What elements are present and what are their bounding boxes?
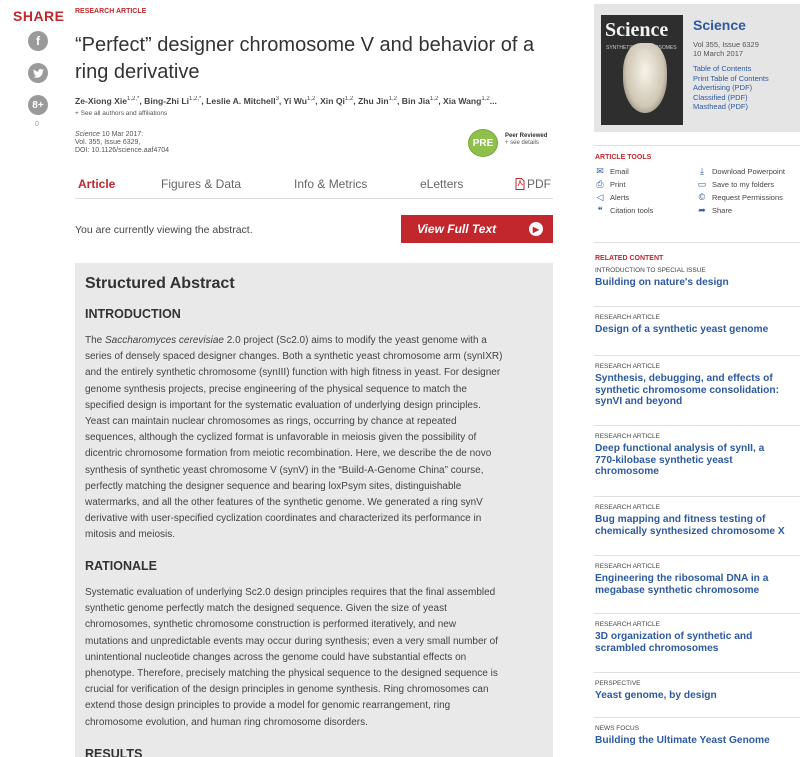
envelope-icon: ✉ (596, 165, 604, 176)
structured-abstract (75, 263, 553, 757)
classified-pdf-link[interactable]: Classified (PDF) (693, 92, 748, 102)
tab-figures-data[interactable]: Figures & Data (161, 177, 242, 191)
download-icon: ⤓ (700, 165, 704, 176)
divider (594, 242, 800, 243)
download-powerpoint-tool[interactable]: ⤓ Download Powerpoint (697, 166, 785, 176)
pre-badge-icon[interactable]: PRE (468, 129, 498, 157)
related-item-type: RESEARCH ARTICLE (595, 563, 660, 570)
related-item-type: NEWS FOCUS (595, 725, 640, 732)
divider (594, 717, 800, 718)
print-toc-link[interactable]: Print Table of Contents (693, 73, 769, 83)
related-item-type: PERSPECTIVE (595, 680, 641, 687)
table-of-contents-link[interactable]: Table of Contents (693, 64, 752, 73)
save-folders-tool[interactable]: ▭ Save to my folders (697, 178, 775, 189)
cover-subtitle: SYNTHETIC CHROMOSOMES (606, 45, 677, 51)
cover-image (623, 43, 667, 113)
share-icon: ➦ (698, 204, 706, 215)
divider (594, 613, 800, 614)
tab-eletters[interactable]: eLetters (420, 177, 464, 191)
related-item-link[interactable]: Building on nature's design (595, 277, 729, 288)
author-link[interactable]: Bin Jia$^{1,2}$ (401, 96, 439, 106)
related-item-link[interactable]: 3D organization of synthetic and scrambled chromosomes (595, 631, 753, 654)
journal-cover[interactable] (601, 15, 683, 125)
issue-links (693, 64, 769, 112)
article-type: RESEARCH ARTICLE (75, 8, 147, 15)
quote-icon: ❝ (597, 204, 603, 215)
tab-pdf-label: PDF (527, 177, 551, 191)
introduction-text: The Saccharomyces cerevisiae 2.0 project (Sc2.0) aims to modify the yeast genome with a series of densely spaced designer changes. Both a synthetic yeast chromosome arm (synIXR) and the entirely synthetic chromosome (synIII) function with high fitness in yeast. For designer genome synthesis projects, precise engineering of the physical sequence to match the specified design is important for the systematic evaluation of underlying design principles. Yeast can maintain nuclear chromosomes as rings, occurring by chance at repeated sequences, although the cyclized format is unfavorable in meiosis given the possibility of dicentric chromosome formation from meiotic recombination. Here, we describe the de novo synthesis of synthetic yeast chromosome V (synV) in the “Build-A-Genome China” course, perfectly matching the designer sequence and bearing loxPsym sites, distinguishable watermarks, and all the other features of the synthetic genome. We generated a ring synV derivative with user-specified cyclization coordinates and characterized its performance in mitosis and meiosis. (85, 335, 503, 541)
related-item-type: RESEARCH ARTICLE (595, 433, 660, 440)
tab-pdf[interactable] (515, 177, 551, 191)
alerts-tool[interactable]: ◁ Alerts (596, 191, 630, 202)
view-full-text-button[interactable] (401, 215, 553, 243)
twitter-icon[interactable] (28, 63, 48, 83)
play-arrow-icon: ▶ (529, 222, 543, 236)
cover-masthead: Science (605, 19, 669, 41)
author-link[interactable]: Bing-Zhi $Li^{1,2,*}$ (144, 96, 202, 106)
issue-info: Vol 355, Issue 6329 10 March 2017 (693, 40, 759, 58)
tab-info-metrics[interactable]: Info & Metrics (294, 177, 368, 191)
author-list: Ze-Xiong Xie$^{1,2,*}$, Bing-Zhi $Li^{1,2,*}$, Leslie A. Mitchell$^3$, Yi Wu$^{1,2}$, Xin Qi$^{1,2}$, Zhu Jin$^{1,2}$, Bin Jia$^{1,2}$, Xia Wang$^{1,2}$... (75, 96, 497, 106)
divider (594, 496, 800, 497)
related-content-heading: RELATED CONTENT (595, 255, 664, 262)
share-count: 0 (35, 121, 39, 128)
rationale-heading: RATIONALE (85, 559, 157, 573)
results-heading: RESULTS (85, 747, 143, 757)
print-tool[interactable]: ⎙ Print (596, 178, 626, 189)
related-item-type: RESEARCH ARTICLE (595, 621, 660, 628)
related-item-type: RESEARCH ARTICLE (595, 314, 660, 321)
google-plus-icon[interactable]: 8+ (28, 95, 48, 115)
advertising-pdf-link[interactable]: Advertising (PDF) (693, 83, 753, 92)
article-title: “Perfect” designer chromosome V and behavior of a ring derivative (75, 34, 535, 83)
divider (594, 355, 800, 356)
megaphone-icon: ◁ (596, 191, 604, 202)
related-item-type: INTRODUCTION TO SPECIAL ISSUE (595, 267, 706, 274)
abstract-heading: Structured Abstract (85, 275, 235, 292)
related-item-link[interactable]: Deep functional analysis of synII, a 770-kilobase synthetic yeast chromosome (595, 443, 765, 477)
related-item-type: RESEARCH ARTICLE (595, 504, 660, 511)
see-all-authors-link[interactable]: + See all authors and affiliations (75, 110, 168, 117)
related-item-link[interactable]: Synthesis, debugging, and effects of synthetic chromosome consolidation: synVI and beyond (595, 373, 779, 407)
author-link[interactable]: Xia Wang$^{1,2}$ (443, 96, 490, 106)
view-full-text-label: View Full Text (417, 222, 497, 236)
related-item-link[interactable]: Engineering the ribosomal DNA in a megabase synthetic chromosome (595, 573, 769, 596)
related-item-link[interactable]: Design of a synthetic yeast genome (595, 324, 769, 335)
divider (594, 145, 800, 146)
peer-reviewed-label[interactable]: Peer Reviewed + see details (505, 133, 548, 146)
viewing-notice: You are currently viewing the abstract. (75, 224, 253, 236)
facebook-icon[interactable]: f (28, 31, 48, 51)
related-item-type: RESEARCH ARTICLE (595, 363, 660, 370)
rationale-text: Systematic evaluation of underlying Sc2.0 design principles requires that the final assembled synthetic genome perfectly match the designed sequence. Given the size of yeast chromosomes, synthetic chromosome construction is performed iteratively, and new mutations and unpredictable events may occur during synthesis; even a very small number of unintentional nucleotide changes across the genome could have substantial effects on phenotype. Therefore, precisely matching the physical sequence to the designed sequence is crucial for verification of the design principles in genome synthesis. Ring chromosomes can extend those design principles to provide a model for genomic rearrangement, ring chromosome evolution, and human ring chromosome disorders. (85, 587, 498, 728)
citation-block: Science 10 Mar 2017: Vol. 355, Issue 6329, DOI: 10.1126/science.aaf4704 (75, 131, 170, 154)
article-tools-heading: ARTICLE TOOLS (595, 154, 652, 161)
divider (594, 306, 800, 307)
request-permissions-tool[interactable]: © Request Permissions (698, 192, 783, 202)
copyright-icon: © (698, 192, 706, 202)
divider (594, 555, 800, 556)
author-link[interactable]: Zhu Jin$^{1,2}$ (358, 96, 397, 106)
author-link[interactable]: Yi Wu$^{1,2}$ (283, 96, 316, 106)
divider (594, 425, 800, 426)
share-label: SHARE (13, 8, 65, 24)
folder-icon: ▭ (697, 178, 707, 189)
author-link[interactable]: Ze-Xiong Xie$^{1,2,*}$ (75, 96, 140, 106)
email-tool[interactable]: ✉ Email (596, 165, 629, 176)
related-item-link[interactable]: Building the Ultimate Yeast Genome (595, 735, 770, 746)
share-tool[interactable]: ➦ Share (698, 204, 733, 215)
citation-tools[interactable]: ❝ Citation tools (595, 205, 653, 215)
masthead-pdf-link[interactable]: Masthead (PDF) (693, 102, 749, 111)
author-link[interactable]: Leslie A. Mitchell$^3$ (206, 96, 279, 106)
divider (594, 672, 800, 673)
author-link[interactable]: Xin Qi$^{1,2}$ (320, 96, 354, 106)
journal-title[interactable]: Science (693, 17, 746, 33)
printer-icon: ⎙ (596, 178, 604, 189)
related-item-link[interactable]: Yeast genome, by design (595, 690, 717, 701)
article-tabs (75, 172, 553, 199)
pdf-icon (515, 178, 525, 190)
tab-article[interactable]: Article (78, 177, 116, 191)
related-item-link[interactable]: Bug mapping and fitness testing of chemically synthesized chromosome X (595, 514, 785, 537)
introduction-heading: INTRODUCTION (85, 307, 181, 321)
